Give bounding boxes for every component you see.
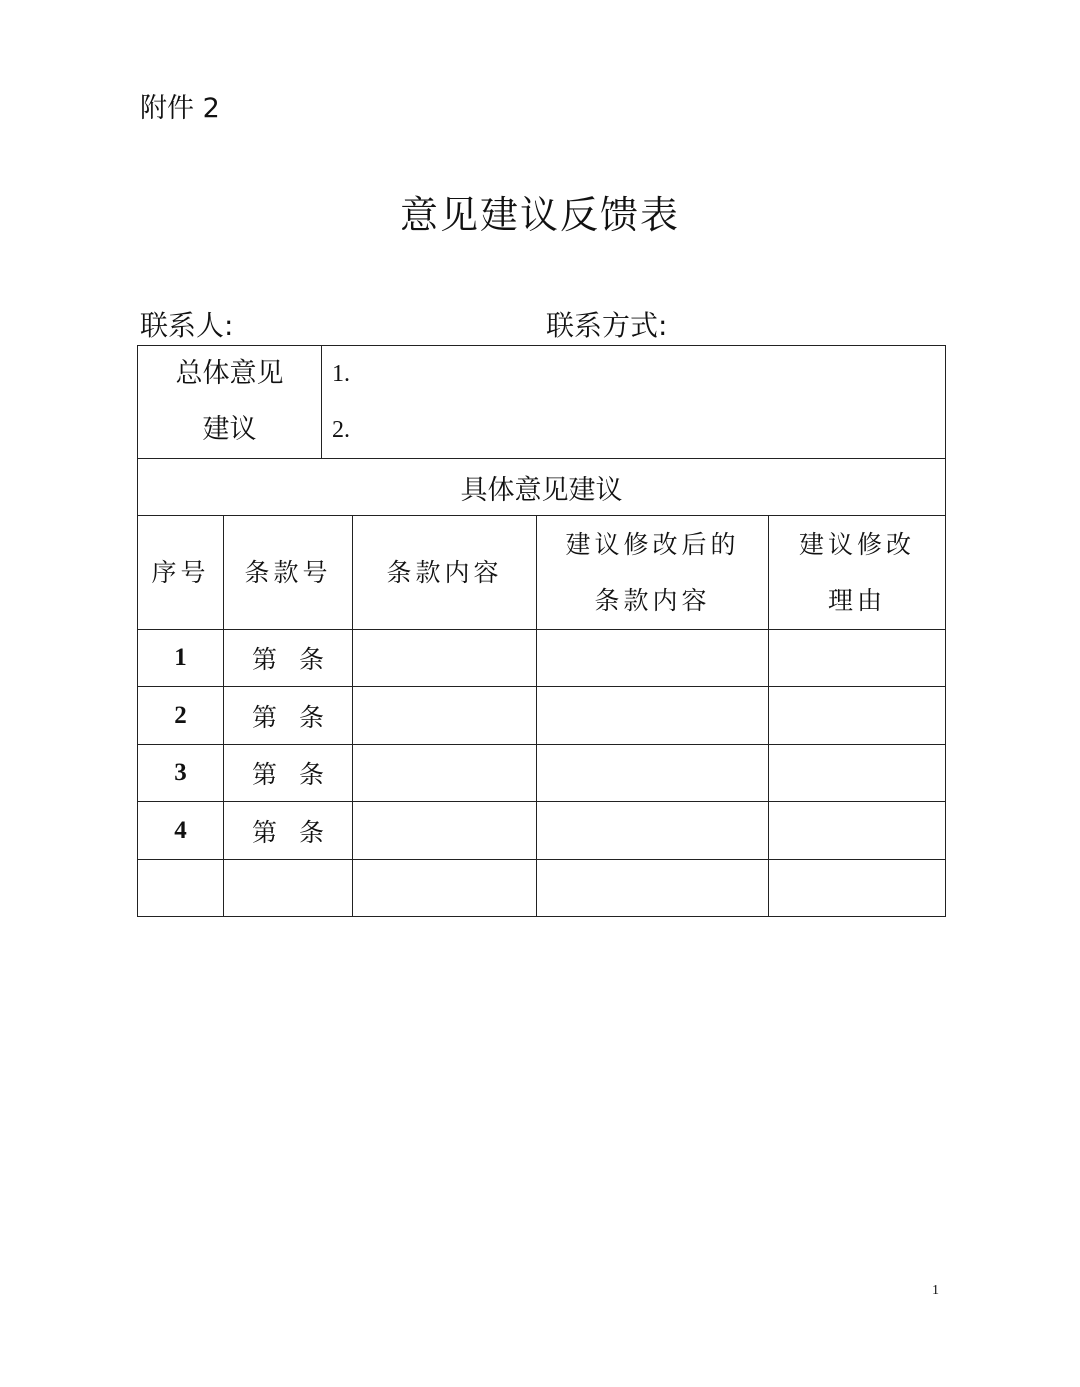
clause-cell[interactable]	[224, 745, 353, 802]
clause-prefix: 第	[251, 645, 277, 674]
reason-cell[interactable]	[769, 860, 946, 917]
overall-item: 1.	[332, 361, 350, 387]
col-header-reason-line2: 理由	[827, 585, 886, 615]
column-header-row	[138, 516, 946, 630]
specific-heading: 具体意见建议	[138, 459, 946, 516]
page-number: 1	[932, 1283, 939, 1298]
revised-content-cell[interactable]	[537, 745, 769, 802]
clause-content-cell[interactable]	[353, 802, 537, 860]
overall-label-line2: 建议	[202, 414, 257, 445]
revised-content-cell[interactable]	[537, 860, 769, 917]
clause-content-cell[interactable]	[353, 860, 537, 917]
clause-cell-empty[interactable]	[224, 860, 353, 917]
table-row	[138, 802, 946, 860]
overall-label-line1: 总体意见	[175, 358, 284, 389]
row-number: 3	[138, 745, 224, 802]
clause-prefix: 第	[251, 760, 277, 789]
clause-cell[interactable]	[224, 802, 353, 860]
revised-content-cell[interactable]	[537, 630, 769, 687]
clause-suffix: 条	[299, 817, 325, 847]
reason-cell[interactable]	[769, 630, 946, 687]
table-row	[138, 745, 946, 802]
col-header-seq: 序号	[138, 516, 224, 630]
table-row	[138, 630, 946, 687]
reason-cell[interactable]	[769, 687, 946, 745]
table-row-empty	[138, 860, 946, 917]
feedback-table	[137, 345, 946, 917]
col-header-revised-line2: 条款内容	[594, 585, 711, 615]
clause-suffix: 条	[299, 702, 325, 732]
overall-row	[138, 346, 946, 459]
overall-item: 2.	[332, 417, 350, 443]
revised-content-cell[interactable]	[537, 687, 769, 745]
row-number-empty[interactable]	[138, 860, 224, 917]
page-title: 意见建议反馈表	[399, 193, 680, 237]
row-number: 1	[138, 630, 224, 687]
clause-cell[interactable]	[224, 687, 353, 745]
clause-cell[interactable]	[224, 630, 353, 687]
clause-prefix: 第	[251, 817, 277, 847]
col-header-clause-content: 条款内容	[353, 516, 537, 630]
col-header-revised-line1: 建议修改后的	[565, 529, 740, 559]
row-number: 4	[138, 802, 224, 860]
reason-cell[interactable]	[769, 802, 946, 860]
overall-input-cell[interactable]	[322, 346, 946, 459]
contact-method-label: 联系方式:	[546, 309, 668, 342]
clause-prefix: 第	[251, 702, 277, 732]
clause-suffix: 条	[299, 645, 325, 674]
contact-person-label: 联系人:	[140, 309, 234, 342]
row-number: 2	[138, 687, 224, 745]
reason-cell[interactable]	[769, 745, 946, 802]
col-header-clause-no: 条款号	[224, 516, 353, 630]
attachment-label: 附件 2	[140, 93, 220, 124]
col-header-reason-line1: 建议修改	[798, 529, 915, 559]
col-header-revised-content	[537, 516, 769, 630]
revised-content-cell[interactable]	[537, 802, 769, 860]
clause-content-cell[interactable]	[353, 630, 537, 687]
table-row	[138, 687, 946, 745]
overall-label-cell	[138, 346, 322, 459]
clause-suffix: 条	[299, 760, 325, 789]
specific-heading-row	[138, 459, 946, 516]
col-header-reason	[769, 516, 946, 630]
clause-content-cell[interactable]	[353, 745, 537, 802]
clause-content-cell[interactable]	[353, 687, 537, 745]
